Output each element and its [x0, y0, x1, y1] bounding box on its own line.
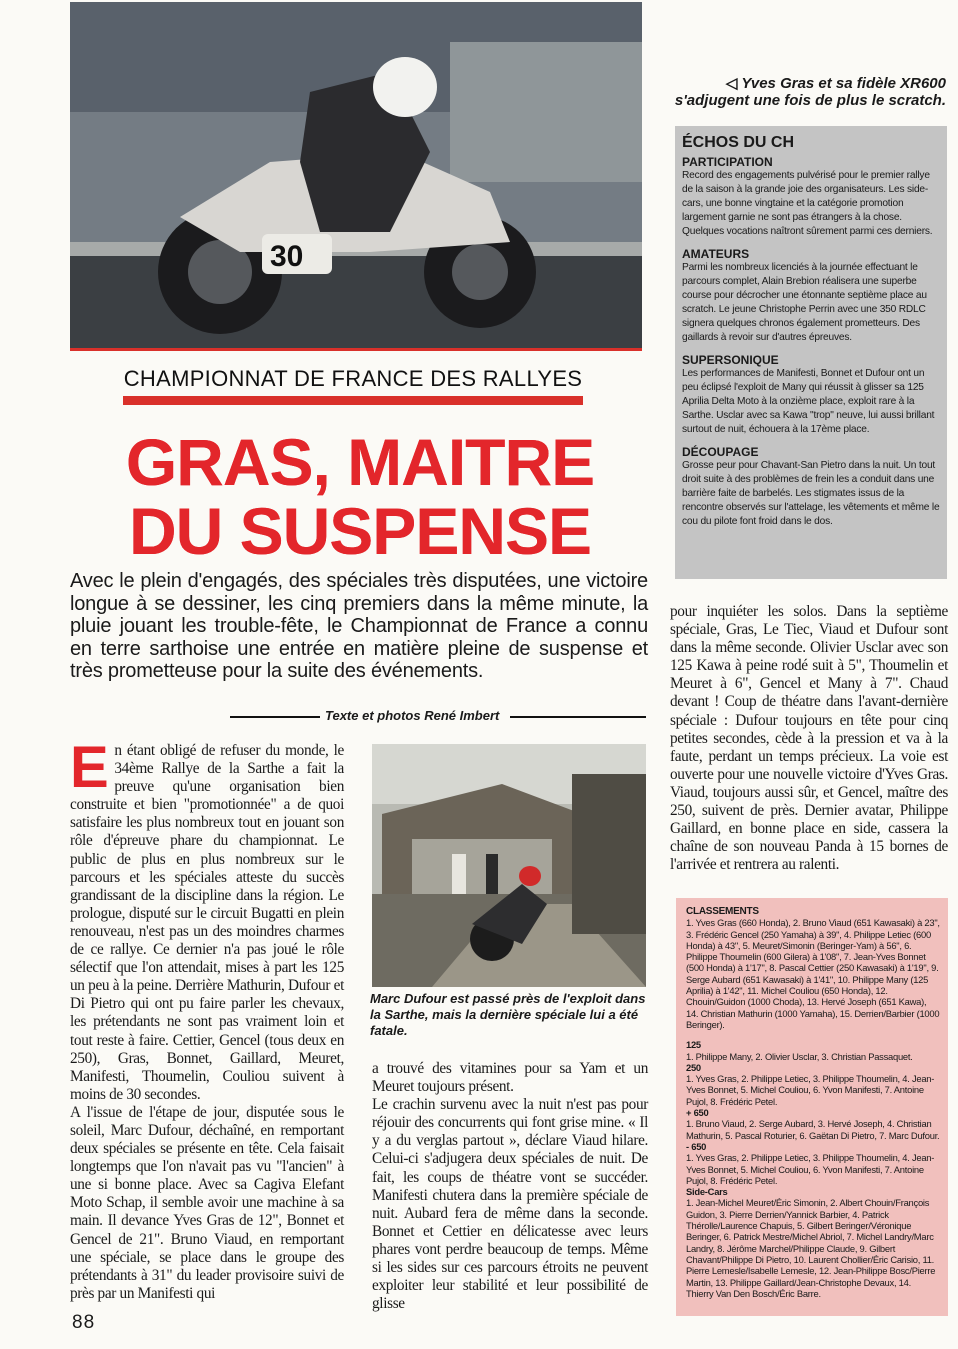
- category-name-250: 250: [686, 1061, 701, 1073]
- category-results-125: 1. Philippe Many, 2. Olivier Usclar, 3. Christian Passaquet.: [686, 1050, 913, 1062]
- secondary-photo-caption: Marc Dufour est passé près de l'exploit dans la Sarthe, mais la dernière spéciale lui a été fatale.: [370, 991, 646, 1038]
- headline-line-2: DU SUSPENSE: [128, 494, 592, 568]
- headline-line-1: GRAS, MAITRE: [125, 425, 595, 499]
- page-number: 88: [72, 1312, 96, 1333]
- category-results-plus-650: 1. Bruno Viaud, 2. Serge Aubard, 3. Hervé Joseph, 4. Christian Mathurin, 5. Pascal Roturier, 6. Gaëtan Di Pietro, 7. Marc Dufour.: [686, 1118, 940, 1141]
- lede: Avec le plein d'engagés, des spéciales très disputées, une victoire longue à se dessiner, les cinq premiers dans la même minute, la pluie jouant les trouble-fête, le Championnat de France a connu en terre sarthoise une entrée en matière pleine de suspense et très prometteuse pour la suite des événements.: [70, 570, 648, 682]
- classements-spacer: [686, 1030, 940, 1039]
- credit-row: [70, 708, 646, 724]
- article-column-2: [372, 1060, 648, 1313]
- kicker: CHAMPIONNAT DE FRANCE DES RALLYES: [123, 366, 583, 391]
- col2-paragraph-2: Le crachin survenu avec la nuit n'est pas pour réjouir des concurrents qui font grise mine. « Il y a du verglas partout », déclare Viaud hilare. Celui-ci s'adjugera deux spéciales de nuit. De fait, les coups de théatre vont se succéder. Manifesti chutera dans la première spéciale de nuit. Aubard fera de même dans la seconde. Bonnet et Cettier en délicatesse avec leurs phares vont perdre beaucoup de temps. Même si les sides sur ces parcours étroits ne peuvent exploiter leur stabilité et leur possibilité de glisse: [372, 1096, 648, 1313]
- classements-title: CLASSEMENTS: [686, 906, 759, 917]
- echos-text-supersonique: Les performances de Manifesti, Bonnet et Dufour ont un peu éclipsé l'exploit de Many qui réussit à glisser sa 125 Aprilia Delta Moto à la onzième place, exploit rare à la Sarthe. Usclar avec sa Kawa "trop" neuve, lui aussi brillant surtout de nuit, échouera à la 17ème place.: [682, 368, 935, 435]
- col3-paragraph-1: pour inquiéter les solos. Dans la septième spéciale, Gras, Le Tiec, Viaud et Dufour sont dans la même seconde. Olivier Usclar avec son 125 Kawa à peine rodé suit à 5", Thoumelin et Meuret à 6", Gencel et Many à 7". Chaud devant ! Coup de théatre dans l'avant-dernière spéciale : Dufour toujours en tête pour cinq petites secondes, cède à la pression et va à la faute, perdant un temps précieux. La voie est ouverte pour une nouvelle victoire d'Yves Gras. Viaud, toujours aussi sûr, et Gencel, maître des 250, suivent de près. Dernier avatar, Philippe Gaillard, en bonne place en side, cassera la chaîne de son nouveau Panda à 15 bornes de l'arrivée et rentrera au ralenti.: [670, 603, 948, 874]
- echos-heading-participation: PARTICIPATION: [682, 155, 773, 169]
- col1-paragraph-1: n étant obligé de refuser du monde, le 34ème Rallye de la Sarthe a fait la preuve qu'une organisation bien construite et bien "promotionnée" a de quoi satisfaire les plus nombreux tout en jouant son rôle d'épreuve phare du championnat. Le public de plus en plus nombreux sur le parcours et les spéciales atteste du succès grandissant de la discipline dans la région. Le prologue, disputé sur le circuit Bugatti en plein renouveau, n'est pas un des moindres charmes de ce rallye. Ce dernier n'a pas joué le rôle sélectif que l'on attendait, mises à part les 125 un peu à la peine. Derrière Mathurin, Dufour et Di Pietro qui ont pu faire parler les chevaux, les prétendants ne sont pas vraiment loin et tout reste à faire. Cettier, Gencel (tous deux en 250), Gras, Bonnet, Gaillard, Meuret, Manifesti, Thoumelin, Couliou suivent à moins de 30 secondes.: [70, 742, 344, 1103]
- category-name-minus-650: - 650: [686, 1140, 707, 1152]
- echos-box: [675, 126, 947, 579]
- secondary-photo: [372, 744, 646, 987]
- drop-cap: E: [70, 735, 109, 800]
- category-name-125: 125: [686, 1039, 701, 1051]
- echos-heading-supersonique: SUPERSONIQUE: [682, 353, 779, 367]
- category-results-side-cars: 1. Jean-Michel Meuret/Éric Simonin, 2. Albert Chouin/François Guidon, 3. Pierre Derrien/Yannick Barbier, 4. Patrick Thérolle/Laurence Chapuis, 5. Gilbert Beringer/Véronique Beringer, 6. Patrick Mestre/Michel Abriol, 7. Michel Landry/Marc Landry, 8. Jérôme Marchel/Philippe Claude, 9. Gilbert Chavant/Philippe Di Pietro, 10. Laurent Chollier/Éric Carisio, 11. Pierre Lemesle/Isabelle Lemesle, 12. Jean-Philippe Bosc/Pierre Martin, 13. Philippe Gaillard/Jean-Christophe Devaux, 14. Thierry Van Den Bosch/Éric Barre.: [686, 1197, 936, 1299]
- classements-scratch: 1. Yves Gras (660 Honda), 2. Bruno Viaud (651 Kawasaki) à 23", 3. Frédéric Gencel (250 Yamaha) à 39", 4. Philippe Letiec (600 Honda) à 43", 5. Meuret/Simonin (Beringer-Yam) à 56", 6. Philippe Thoumelin (600 Gilera) à 1'08", 7. Jean-Yves Bonnet (500 Honda) à 1'17", 8. Pascal Cettier (250 Kawasaki) à 1'19", 9. Serge Aubard (651 Kawasaki) à 1'41", 10. Philippe Many (125 Aprilia) à 1'42", 11. Michel Couliou (650 Honda), 12. Chouin/Guidon (1000 Choda), 13. Hervé Joseph (651 Kawa), 14. Christian Mathurin (1000 Yamaha), 15. Derrien/Barbier (1000 Beringer).: [686, 917, 940, 1030]
- headline: [110, 425, 610, 568]
- echos-text-participation: Record des engagements pulvérisé pour le premier rallye de la saison à la grande joie des organisateurs. Les side-cars, une bonne vingtaine et la catégorie promotion largement garnie ne sont pas étrangers à la chose. Quelques vocations naîtront sûrement parmi ces derniers.: [682, 170, 933, 237]
- triangle-left-icon: ◁: [725, 75, 738, 92]
- article-column-1: [70, 735, 344, 1303]
- bike-number: 30: [270, 240, 304, 273]
- col1-paragraph-2: A l'issue de l'étape de jour, disputée sous le soleil, Marc Dufour, déchaîné, en remportant deux spéciales se présente en tête. Cela faisait longtemps que l'on n'avait pas vu "l'ancien" à une si bonne place. Avec sa Cagiva Elefant Moto Schap, il semble avoir une machine à sa main. Il devance Yves Gras de 12", Bonnet et Gencel de 21". Bruno Viaud, en remportant une spéciale, se place dans le groupe des prétendants à 31" du leader provisoire suivi de près par un Manifesti qui: [70, 1103, 344, 1302]
- rider-on-road-photo: [372, 744, 646, 987]
- motorcycle-rider-photo: [70, 2, 642, 351]
- main-photo: [70, 2, 642, 351]
- category-name-side-cars: Side-Cars: [686, 1186, 728, 1198]
- category-name-plus-650: + 650: [686, 1107, 709, 1119]
- credit: Texte et photos René Imbert: [325, 708, 500, 723]
- kicker-bar: [123, 396, 583, 405]
- category-results-minus-650: 1. Yves Gras, 2. Philippe Letiec, 3. Philippe Thoumelin, 4. Jean-Yves Bonnet, 5. Michel Couliou, 6. Yvon Manifesti, 7. Antoine Pujol, 8. Frédéric Petel.: [686, 1152, 935, 1186]
- credit-rule-right: [510, 716, 646, 718]
- echos-text-decoupage: Grosse peur pour Chavant-San Pietro dans la nuit. Un tout droit suite à des problèmes de frein les a conduit dans une barrière faite de barbelés. Les stigmates issus de la rencontre observés sur l'attelage, les vêtements et même le cou du pilote font froid dans le dos.: [682, 460, 940, 527]
- col2-paragraph-1: a trouvé des vitamines pour sa Yam et un Meuret toujours présent.: [372, 1060, 648, 1096]
- classements-box: [676, 898, 948, 1316]
- category-results-250: 1. Yves Gras, 2. Philippe Letiec, 3. Philippe Thoumelin, 4. Jean-Yves Bonnet, 5. Michel Couliou, 6. Yvon Manifesti, 7. Antoine Pujol, 8. Frédéric Petel.: [686, 1073, 935, 1107]
- credit-rule-left: [230, 716, 320, 718]
- echos-text-amateurs: Parmi les nombreux licenciés à la journée effectuant le parcours complet, Alain Brebion réalisera une superbe course pour décrocher une étonnante septième place au scratch. Le jeune Christophe Perrin avec une 350 RDLC signera quelques chronos également prometteurs. Des gaillards à revoir sur d'autres épreuves.: [682, 262, 927, 343]
- photo-caption: [650, 75, 946, 109]
- article-column-3: [670, 603, 948, 874]
- echos-heading-amateurs: AMATEURS: [682, 247, 750, 261]
- echos-heading-decoupage: DÉCOUPAGE: [682, 445, 759, 459]
- echos-title: ÉCHOS DU CH: [682, 134, 795, 151]
- photo-caption-text: Yves Gras et sa fidèle XR600 s'adjugent une fois de plus le scratch.: [674, 75, 946, 109]
